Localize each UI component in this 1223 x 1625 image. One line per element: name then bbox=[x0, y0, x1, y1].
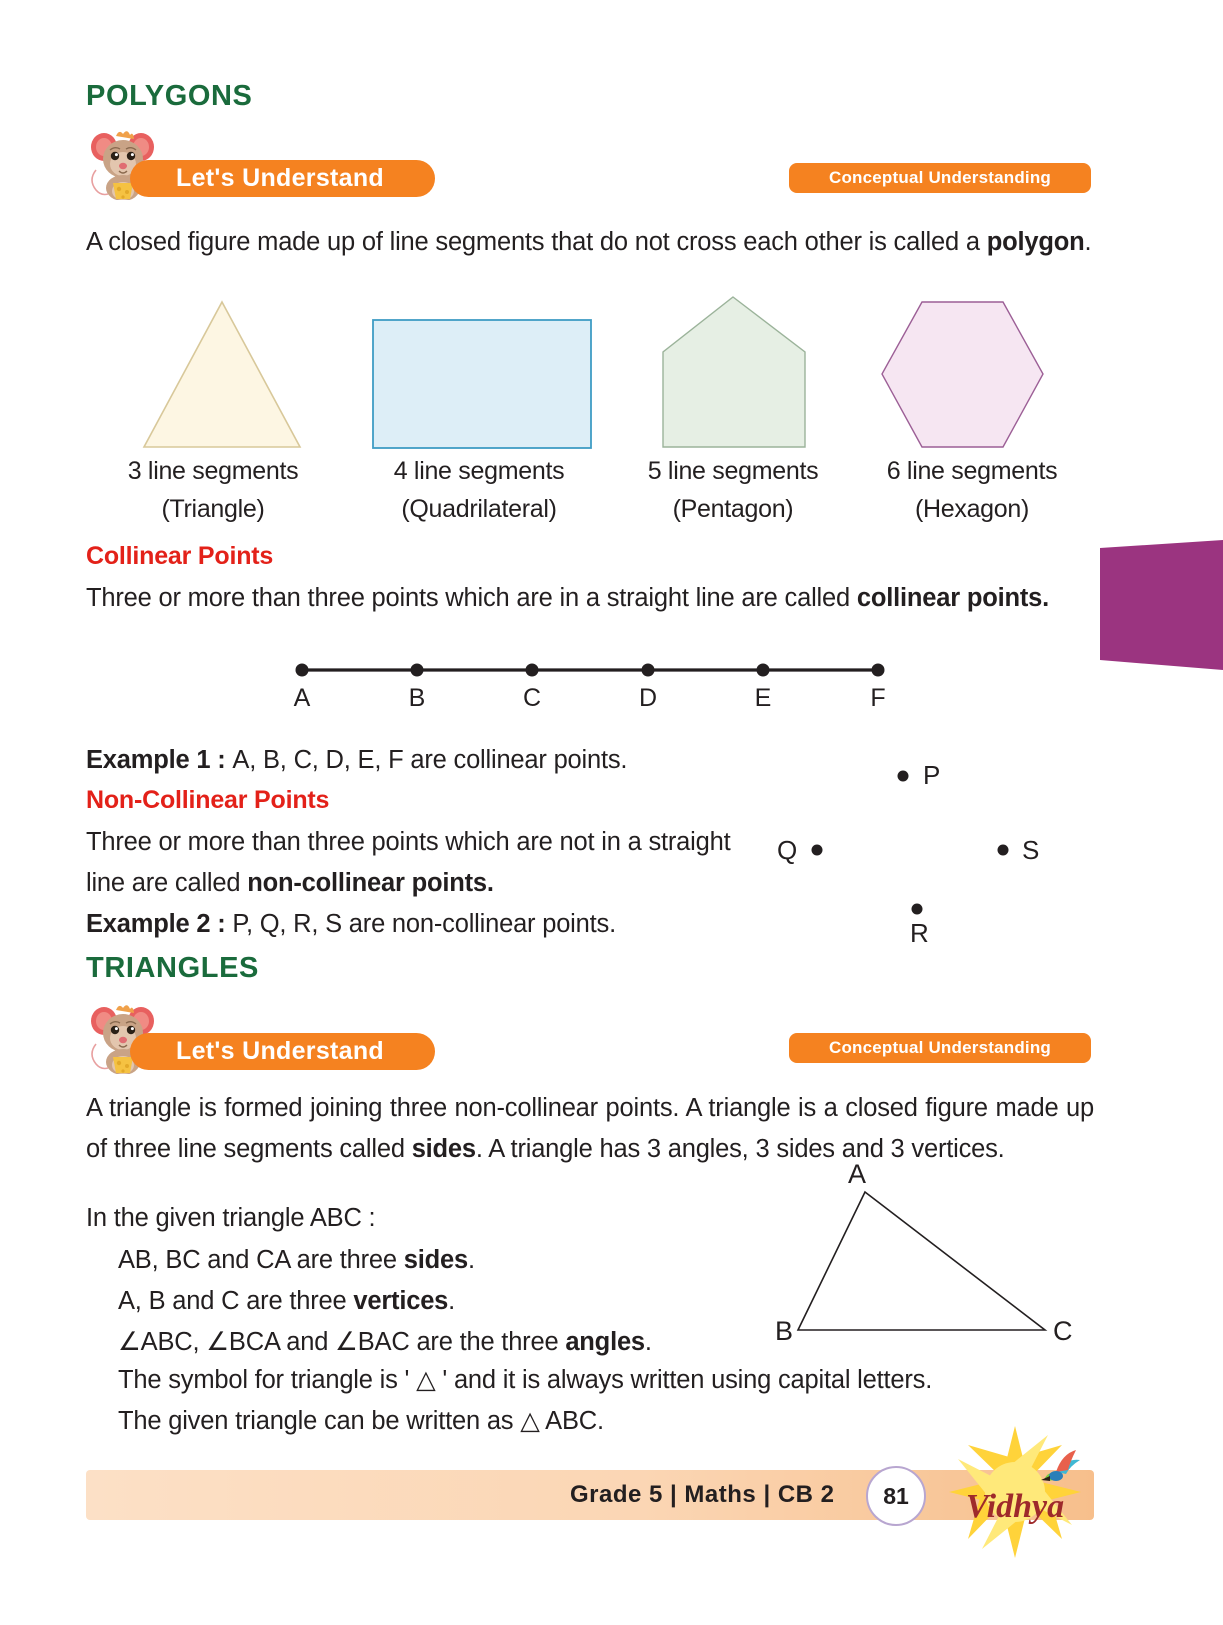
non-collinear-definition-text bbox=[86, 822, 766, 904]
conceptual-understanding-label: Conceptual Understanding bbox=[828, 168, 1052, 187]
polygon-shape-labels bbox=[0, 452, 1223, 527]
triangle-symbol-line-2: The given triangle can be written as △ ABC. bbox=[118, 1407, 604, 1435]
example-2-label: Example 2 : bbox=[86, 910, 233, 938]
vertices-pre: A, B and C are three bbox=[118, 1287, 354, 1315]
triangle-vertex-label-b: B bbox=[775, 1316, 794, 1346]
collinear-definition-text bbox=[86, 578, 1091, 619]
collinear-point-label-b: B bbox=[408, 684, 426, 712]
angles-pre: ∠ABC, ∠BCA and ∠BAC are the three bbox=[118, 1328, 566, 1356]
conceptual-understanding-badge-polygons bbox=[789, 163, 1091, 193]
shape-segments-label: 5 line segments bbox=[647, 457, 819, 485]
intro-pre: A closed figure made up of line segments that do not cross each other is called a bbox=[86, 228, 987, 256]
footer-course-text: Grade 5 | Maths | CB 2 bbox=[570, 1481, 835, 1508]
noncollinear-point-label-s: S bbox=[1022, 835, 1040, 865]
tri-para-post: . A triangle has 3 angles, 3 sides and 3 vertices. bbox=[475, 1135, 1005, 1163]
noncollinear-point-label-p: P bbox=[923, 760, 941, 790]
example-1-text bbox=[86, 740, 786, 781]
collinear-points-diagram bbox=[270, 658, 910, 720]
example-2-body: P, Q, R, S are non-collinear points. bbox=[232, 910, 616, 938]
lets-understand-label: Let's Understand bbox=[176, 1037, 384, 1065]
collinear-points-subheading: Collinear Points bbox=[86, 542, 274, 570]
shape-label-hexagon bbox=[852, 452, 1092, 528]
collinear-point-label-d: D bbox=[638, 684, 658, 712]
triangle-definition-text bbox=[86, 1088, 1094, 1170]
decorative-side-tab bbox=[1098, 540, 1223, 670]
shape-figure-label: (Triangle) bbox=[161, 495, 265, 523]
intro-bold-polygon: polygon bbox=[986, 228, 1085, 256]
noncollinear-body-pre: Three or more than three points which are not in a straight line are called bbox=[86, 828, 731, 897]
lets-understand-banner-triangles bbox=[130, 1033, 435, 1070]
non-collinear-points-diagram bbox=[760, 752, 1090, 942]
collinear-body-bold: collinear points. bbox=[856, 584, 1049, 612]
noncollinear-point-label-r: R bbox=[910, 918, 929, 942]
lets-understand-banner-polygons bbox=[130, 160, 435, 197]
tri-para-pre: A triangle is formed joining three non-collinear points. A triangle is a closed figure made up of three line segments called bbox=[86, 1094, 1094, 1163]
triangle-symbol-line-1: The symbol for triangle is ' △ ' and it is always written using capital letters. bbox=[118, 1366, 933, 1394]
triangle-vertex-label-c: C bbox=[1053, 1316, 1073, 1346]
vertices-post: . bbox=[448, 1287, 456, 1315]
triangles-section-heading: TRIANGLES bbox=[86, 952, 259, 984]
angles-post: . bbox=[644, 1328, 652, 1356]
sides-bold: sides bbox=[403, 1246, 468, 1274]
conceptual-understanding-label: Conceptual Understanding bbox=[828, 1038, 1052, 1057]
sides-pre: AB, BC and CA are three bbox=[118, 1246, 404, 1274]
noncollinear-body-bold: non-collinear points. bbox=[247, 869, 494, 897]
collinear-point-label-c: C bbox=[522, 684, 542, 712]
example-2-text bbox=[86, 904, 786, 945]
intro-post: . bbox=[1084, 228, 1092, 256]
collinear-point-label-e: E bbox=[754, 684, 772, 712]
sides-post: . bbox=[468, 1246, 475, 1274]
shape-segments-label: 6 line segments bbox=[886, 457, 1058, 485]
page-number: 81 bbox=[883, 1482, 909, 1509]
shape-segments-label: 4 line segments bbox=[393, 457, 565, 485]
triangle-vertex-label-a: A bbox=[847, 1160, 867, 1189]
page-number-badge bbox=[866, 1466, 926, 1526]
shape-figure-label: (Quadrilateral) bbox=[401, 495, 557, 523]
collinear-point-label-f: F bbox=[870, 684, 886, 712]
tri-para-bold: sides bbox=[411, 1135, 476, 1163]
example-1-label: Example 1 : bbox=[86, 746, 233, 774]
shape-label-quadrilateral bbox=[352, 452, 606, 528]
polygon-shapes-row bbox=[0, 292, 1223, 457]
non-collinear-points-subheading: Non-Collinear Points bbox=[86, 786, 330, 814]
angles-bold: angles bbox=[565, 1328, 645, 1356]
lets-understand-label: Let's Understand bbox=[176, 164, 384, 192]
example-1-body: A, B, C, D, E, F are collinear points. bbox=[232, 746, 628, 774]
shape-segments-label: 3 line segments bbox=[127, 457, 299, 485]
collinear-body-pre: Three or more than three points which are in a straight line are called bbox=[86, 584, 857, 612]
noncollinear-point-label-q: Q bbox=[777, 835, 798, 865]
vertices-bold: vertices bbox=[353, 1287, 449, 1315]
shape-label-pentagon bbox=[612, 452, 854, 528]
triangle-abc-diagram bbox=[745, 1160, 1090, 1360]
polygon-definition-text bbox=[86, 222, 1094, 263]
shape-figure-label: (Hexagon) bbox=[914, 495, 1030, 523]
polygons-section-heading: POLYGONS bbox=[86, 80, 253, 112]
shape-figure-label: (Pentagon) bbox=[672, 495, 794, 523]
conceptual-understanding-badge-triangles bbox=[789, 1033, 1091, 1063]
brand-name: Vidhya bbox=[965, 1488, 1065, 1525]
triangle-given-line: In the given triangle ABC : bbox=[86, 1204, 376, 1232]
shape-label-triangle bbox=[88, 452, 338, 528]
collinear-point-label-a: A bbox=[293, 684, 311, 712]
vidhya-brand-logo bbox=[930, 1422, 1100, 1562]
